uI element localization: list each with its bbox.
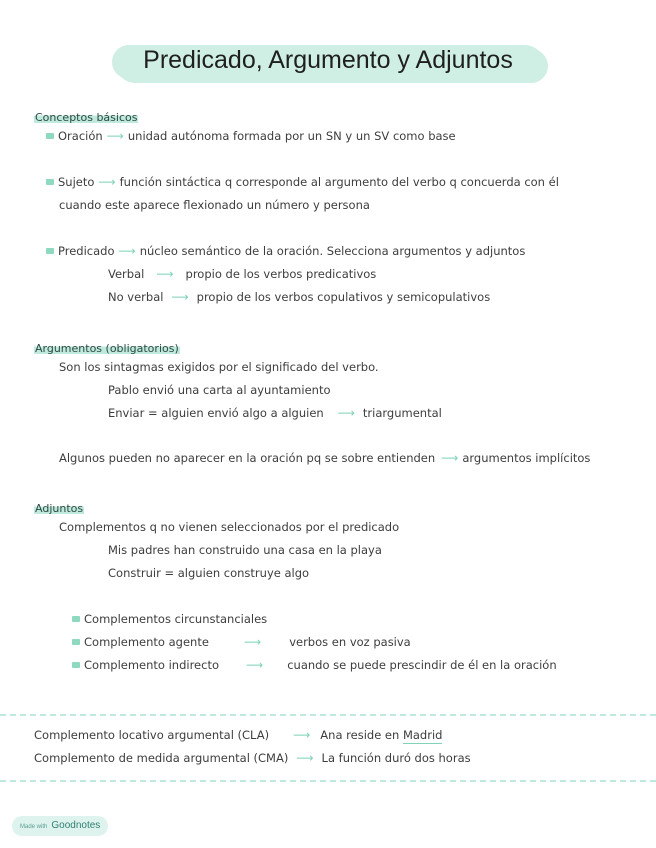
argumentos-line1: Son los sintagmas exigidos por el significado del verbo. <box>59 360 379 374</box>
made-with-text: Made with <box>20 824 48 830</box>
adjunto-desc-text: verbos en voz pasiva <box>289 635 411 649</box>
bullet-icon <box>72 662 80 668</box>
goodnotes-badge[interactable] <box>12 816 108 836</box>
brand-text: Goodnotes <box>51 820 101 831</box>
noverbal-def: propio de los verbos copulativos y semicopulativos <box>196 290 491 304</box>
concept-predicado <box>46 244 525 258</box>
adjunto-item <box>72 635 209 649</box>
term-sujeto: Sujeto <box>58 175 95 189</box>
analysis-text: Enviar = alguien envió algo a alguien <box>108 406 324 420</box>
dashed-divider-top <box>0 714 656 716</box>
concept-sujeto <box>46 175 559 189</box>
section-heading-conceptos <box>34 106 138 125</box>
heading-text: Argumentos (obligatorios) <box>35 342 179 355</box>
verbal-label: Verbal <box>108 267 145 281</box>
adjunto-label: Complementos circunstanciales <box>84 612 268 626</box>
argumentos-analysis <box>108 406 442 420</box>
adjunto-desc <box>246 658 557 672</box>
adjunto-label: Complemento agente <box>84 635 209 649</box>
arrow-right-icon: ⟶ <box>293 728 311 742</box>
adjunto-item <box>72 658 219 672</box>
arrow-right-icon: ⟶ <box>441 451 459 465</box>
bullet-icon <box>46 133 54 139</box>
term-oracion: Oración <box>58 129 103 143</box>
arrow-right-icon: ⟶ <box>244 635 262 649</box>
adjunto-desc <box>244 635 411 649</box>
def-predicado: núcleo semántico de la oración. Selecciona argumentos y adjuntos <box>139 244 526 258</box>
arrow-right-icon: ⟶ <box>118 244 136 258</box>
heading-text: Conceptos básicos <box>35 111 138 124</box>
predicado-verbal <box>108 267 376 281</box>
bullet-icon <box>46 179 54 185</box>
arrow-right-icon: ⟶ <box>98 175 116 189</box>
arrow-right-icon: ⟶ <box>106 129 124 143</box>
cla-example-underlined: Madrid <box>402 728 443 742</box>
bullet-icon <box>46 248 54 254</box>
adjuntos-example: Mis padres han construido una casa en la playa <box>108 543 382 557</box>
cla-label: Complemento locativo argumental (CLA) <box>34 728 270 742</box>
concept-oracion <box>46 129 456 143</box>
page-title: Predicado, Argumento y Adjuntos <box>143 46 513 74</box>
dashed-divider-bottom <box>0 780 656 782</box>
def-oracion: unidad autónoma formada por un SN y un SV como base <box>127 129 456 143</box>
analysis-result: triargumental <box>362 406 442 420</box>
verbal-def: propio de los verbos predicativos <box>185 267 377 281</box>
arrow-right-icon: ⟶ <box>337 406 355 420</box>
section-heading-adjuntos <box>34 497 84 516</box>
predicado-noverbal <box>108 290 490 304</box>
bullet-icon <box>72 616 80 622</box>
adjuntos-line1: Complementos q no vienen seleccionados por el predicado <box>59 520 400 534</box>
def-sujeto-line1: función sintáctica q corresponde al argumento del verbo q concuerda con él <box>119 175 559 189</box>
adjunto-item <box>72 612 267 626</box>
implicit-text: Algunos pueden no aparecer en la oración pq se sobre entienden <box>59 451 436 465</box>
arrow-right-icon: ⟶ <box>156 267 174 281</box>
adjunto-desc-text: cuando se puede prescindir de él en la oración <box>287 658 557 672</box>
cla-example-pre: Ana reside en <box>320 728 400 742</box>
implicit-result: argumentos implícitos <box>462 451 591 465</box>
cma-example: La función duró dos horas <box>321 751 471 765</box>
heading-text: Adjuntos <box>35 502 84 515</box>
arrow-right-icon: ⟶ <box>296 751 314 765</box>
adjuntos-analysis: Construir = alguien construye algo <box>108 566 310 580</box>
noverbal-label: No verbal <box>108 290 164 304</box>
adjunto-label: Complemento indirecto <box>84 658 220 672</box>
cma-label: Complemento de medida argumental (CMA) <box>34 751 289 765</box>
section-heading-argumentos <box>34 337 180 356</box>
term-predicado: Predicado <box>58 244 115 258</box>
cla-row <box>34 728 442 742</box>
argumentos-implicit <box>59 451 590 465</box>
arrow-right-icon: ⟶ <box>246 658 264 672</box>
bullet-icon <box>72 639 80 645</box>
cma-row <box>34 751 471 765</box>
argumentos-example: Pablo envió una carta al ayuntamiento <box>108 383 331 397</box>
title-block <box>0 40 656 88</box>
def-sujeto-line2: cuando este aparece flexionado un número y persona <box>59 198 370 212</box>
arrow-right-icon: ⟶ <box>171 290 189 304</box>
